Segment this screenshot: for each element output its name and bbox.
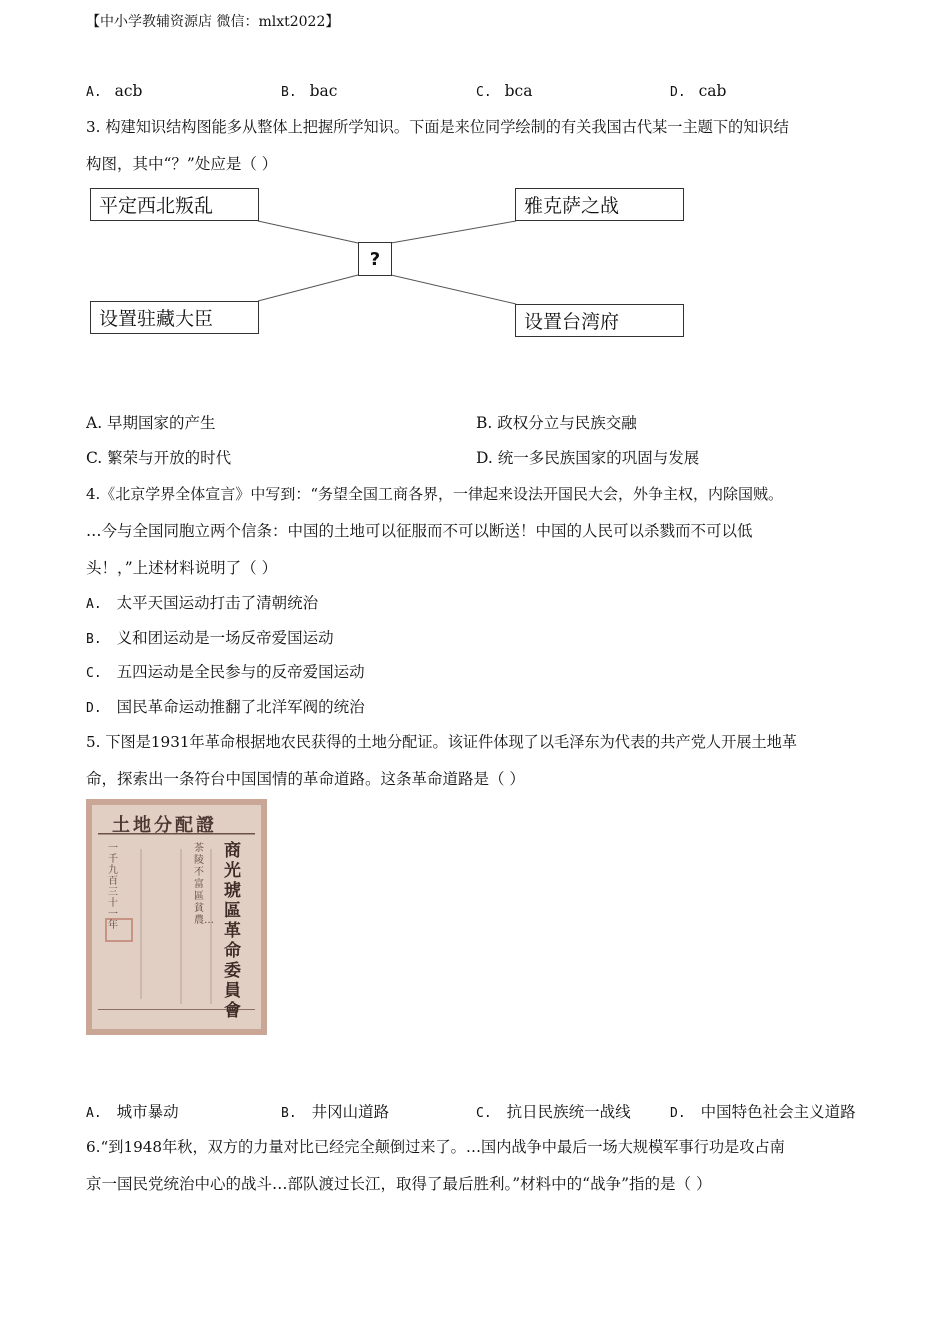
q5-option-a[interactable]: A. 城市暴动 bbox=[86, 1103, 179, 1121]
diagram-center-question: ? bbox=[358, 242, 392, 276]
certificate-title: 土地分配證 bbox=[112, 815, 217, 836]
header-watermark: 【中小学教辅资源店 微信：mlxt2022】 bbox=[86, 14, 340, 30]
q3-option-c[interactable]: C. 繁荣与开放的时代 bbox=[86, 449, 232, 467]
q2-option-c[interactable]: C. bca bbox=[476, 82, 533, 100]
land-certificate-photo bbox=[86, 799, 267, 1035]
q5-option-b[interactable]: B. 井冈山道路 bbox=[281, 1103, 390, 1121]
q3-option-d[interactable]: D. 统一多民族国家的巩固与发展 bbox=[476, 449, 700, 467]
q4-stem-line1: 4.《北京学界全体宣言》中写到：“务望全国工商各界，一律起来设法开国民大会，外争主权，内除国贼。 bbox=[86, 485, 783, 503]
q4-option-c[interactable]: C. 五四运动是全民参与的反帝爱国运动 bbox=[86, 663, 365, 681]
q6-stem-line2: 京一国民党统治中心的战斗…部队渡过长江，取得了最后胜利。”材料中的“战争”指的是（ ） bbox=[86, 1175, 712, 1193]
q2-option-a[interactable]: A. acb bbox=[86, 82, 143, 100]
q3-option-a[interactable]: A. 早期国家的产生 bbox=[86, 414, 216, 432]
q4-option-a[interactable]: A. 太平天国运动打击了清朝统治 bbox=[86, 594, 319, 612]
q4-option-b[interactable]: B. 义和团运动是一场反帝爱国运动 bbox=[86, 629, 334, 647]
diagram-box-bottom-right: 设置台湾府 bbox=[515, 304, 684, 337]
certificate-date-column: 一千九百三十一年 bbox=[108, 843, 118, 931]
q3-stem-line1: 3. 构建知识结构图能多从整体上把握所学知识。下面是来位同学绘制的有关我国古代某一主题下的知识结 bbox=[86, 118, 789, 136]
diagram-box-bottom-left: 设置驻藏大臣 bbox=[90, 301, 259, 334]
diagram-box-top-left: 平定西北叛乱 bbox=[90, 188, 259, 221]
q3-stem-line2: 构图，其中“？”处应是（ ） bbox=[86, 155, 278, 173]
q6-stem-line1: 6.“到1948年秋，双方的力量对比已经完全颠倒过来了。…国内战争中最后一场大规模军事行功是攻占南 bbox=[86, 1138, 785, 1156]
q4-option-d[interactable]: D. 国民革命运动推翻了北洋军阀的统治 bbox=[86, 698, 365, 716]
diagram-box-top-right: 雅克萨之战 bbox=[515, 188, 684, 221]
q5-stem-line2: 命，探索出一条符台中国国情的革命道路。这条革命道路是（ ） bbox=[86, 770, 525, 788]
q3-option-b[interactable]: B. 政权分立与民族交融 bbox=[476, 414, 637, 432]
certificate-issuer-column: 商光琥區革命委員會 bbox=[224, 841, 241, 1021]
q5-option-c[interactable]: C. 抗日民族统一战线 bbox=[476, 1103, 631, 1121]
q2-option-b[interactable]: B. bac bbox=[281, 82, 338, 100]
certificate-text-column: 茶陵不富區貧農… bbox=[194, 843, 214, 926]
q4-stem-line3: 头！，”上述材料说明了（ ） bbox=[86, 559, 278, 577]
q5-stem-line1: 5. 下图是1931年革命根据地农民获得的土地分配证。该证件体现了以毛泽东为代表的共产党人开展土地革 bbox=[86, 733, 798, 751]
q4-stem-line2: …今与全国同胞立两个信条：中国的土地可以征服而不可以断送！中国的人民可以杀戮而不可以低 bbox=[86, 522, 753, 540]
q5-option-d[interactable]: D. 中国特色社会主义道路 bbox=[670, 1103, 856, 1121]
q2-option-d[interactable]: D. cab bbox=[670, 82, 727, 100]
